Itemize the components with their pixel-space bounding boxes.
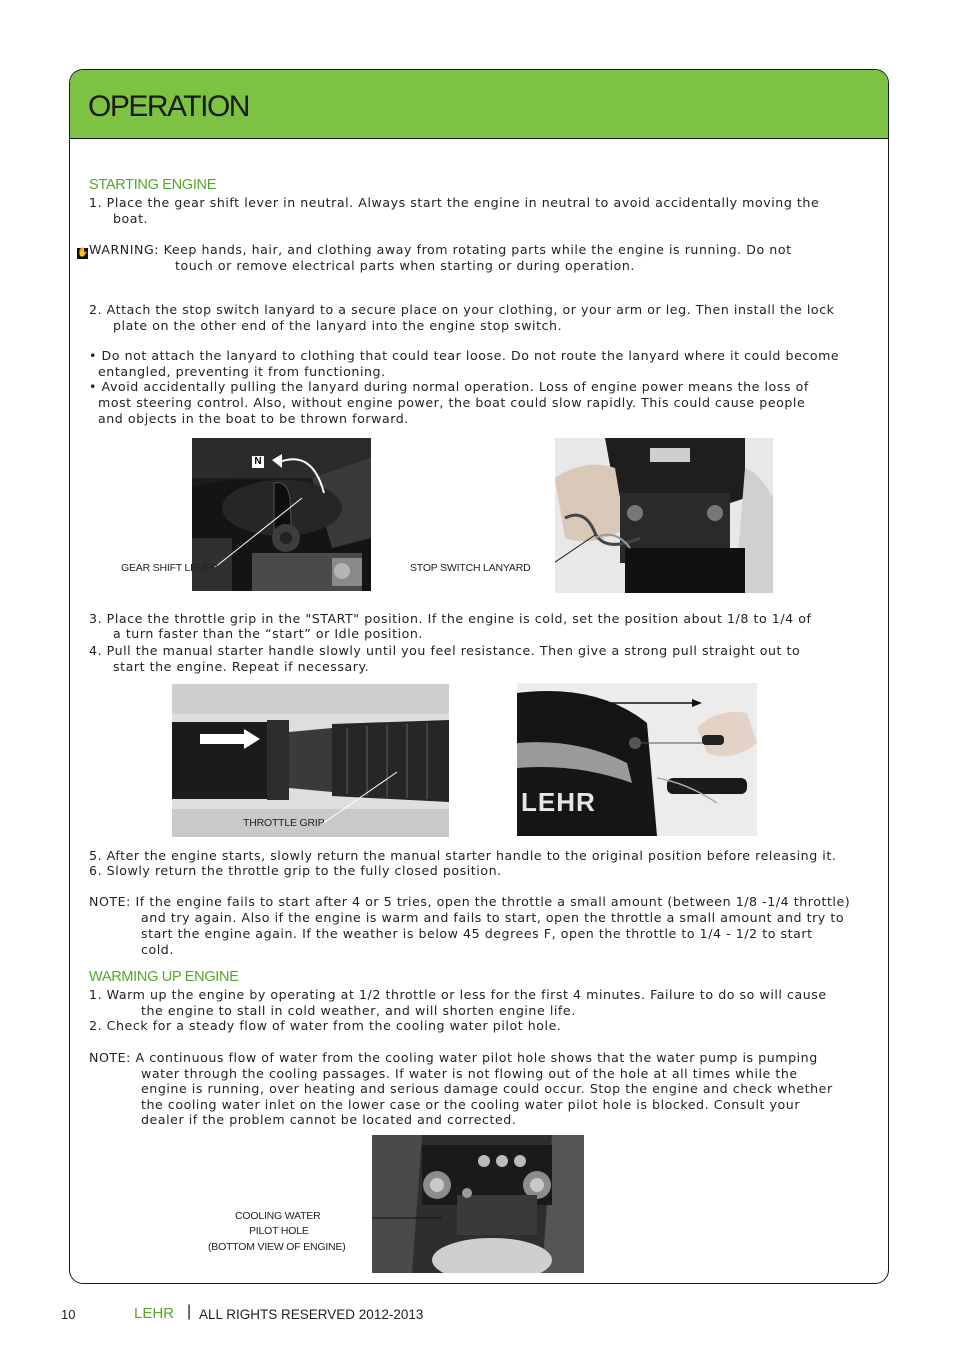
page-title: OPERATION [88,90,249,123]
note1-line4: cold. [141,942,174,957]
step5: 5. After the engine starts, slowly return the manual starter handle to the original position before releasing it. [89,848,837,863]
note1-line1: NOTE: If the engine fails to start after 4 or 5 tries, open the throttle a small amount (between 1/8 -1/4 throttle) [89,894,851,909]
section-heading-warming: WARMING UP ENGINE [89,969,239,985]
warm-step2: 2. Check for a steady flow of water from the cooling water pilot hole. [89,1018,562,1033]
bullet1-line1: • Do not attach the lanyard to clothing that could tear loose. Do not route the lanyard where it could become [89,348,840,363]
step1-line1: 1. Place the gear shift lever in neutral. Always start the engine in neutral to avoid accidentally moving the [89,195,820,210]
step2-line1: 2. Attach the stop switch lanyard to a secure place on your clothing, or your arm or leg. Then install the lock [89,302,835,317]
note2-line3: engine is running, over heating and serious damage could occur. Stop the engine and check whether [141,1081,833,1096]
manual-starter-photo [517,683,757,836]
step2-line2: plate on the other end of the lanyard into the engine stop switch. [113,318,563,333]
bullet2-line2: most steering control. Also, without engine power, the boat could slow rapidly. This could cause people [98,395,806,410]
caption-cooling-1: COOLING WATER [235,1210,321,1222]
footer-brand: LEHR [134,1305,175,1322]
caption-cooling-3: (BOTTOM VIEW OF ENGINE) [208,1241,346,1253]
note1-line3: start the engine again. If the weather is below 45 degrees F, open the throttle to 1/4 - 1/2 to start [141,926,813,941]
caption-stop-switch: STOP SWITCH LANYARD [410,562,531,574]
step6: 6. Slowly return the throttle grip to the fully closed position. [89,863,502,878]
bullet2-line1: • Avoid accidentally pulling the lanyard during normal operation. Loss of engine power means the loss of [89,379,809,394]
page-number: 10 [61,1307,76,1322]
lehr-cover-brand: LEHR [521,787,596,817]
cooling-water-photo [372,1135,584,1273]
warning-line1 [77,242,792,259]
bullet1-line2: entangled, preventing it from functioning. [98,364,386,379]
step4-line1: 4. Pull the manual starter handle slowly until you feel resistance. Then give a strong pull straight out to [89,643,801,658]
caption-cooling-2: PILOT HOLE [249,1225,309,1237]
bullet2-line3: and objects in the boat to be thrown forward. [98,411,409,426]
caption-gear-shift: GEAR SHIFT LEVER [121,562,218,574]
warning-hand-icon: ✋ [77,248,89,258]
section-heading-starting: STARTING ENGINE [89,177,217,193]
step3-line1: 3. Place the throttle grip in the "START" position. If the engine is cold, set the position about 1/8 to 1/4 of [89,611,812,626]
caption-throttle: THROTTLE GRIP [243,817,325,829]
warm-step1-line2: the engine to stall in cold weather, and will shorten engine life. [141,1003,576,1018]
warning-line2: touch or remove electrical parts when starting or during operation. [175,258,635,273]
stop-switch-photo [555,438,773,593]
step1-line2: boat. [113,211,149,226]
warning-text-1: WARNING: Keep hands, hair, and clothing away from rotating parts while the engine is running. Do not [89,242,792,257]
title-banner [70,70,888,139]
footer-separator: | [187,1303,192,1320]
note1-line2: and try again. Also if the engine is warm and fails to start, open the throttle a small amount and try to [141,910,845,925]
step4-line2: start the engine. Repeat if necessary. [113,659,370,674]
warm-step1-line1: 1. Warm up the engine by operating at 1/2 throttle or less for the first 4 minutes. Failure to do so will cause [89,987,827,1002]
footer-rights: ALL RIGHTS RESERVED 2012-2013 [199,1307,424,1322]
gear-shift-photo [192,438,371,591]
note2-line5: dealer if the problem cannot be located and corrected. [141,1112,517,1127]
step3-line2: a turn faster than the “start” or Idle position. [113,626,423,641]
note2-line1: NOTE: A continuous flow of water from the cooling water pilot hole shows that the water pump is pumping [89,1050,818,1065]
note2-line4: the cooling water inlet on the lower case or the cooling water pilot hole is blocked. Consult your [141,1097,801,1112]
throttle-grip-photo [172,684,449,837]
note2-line2: water through the cooling passages. If water is not flowing out of the hole at all times while the [141,1066,798,1081]
neutral-mark: N [252,456,264,468]
